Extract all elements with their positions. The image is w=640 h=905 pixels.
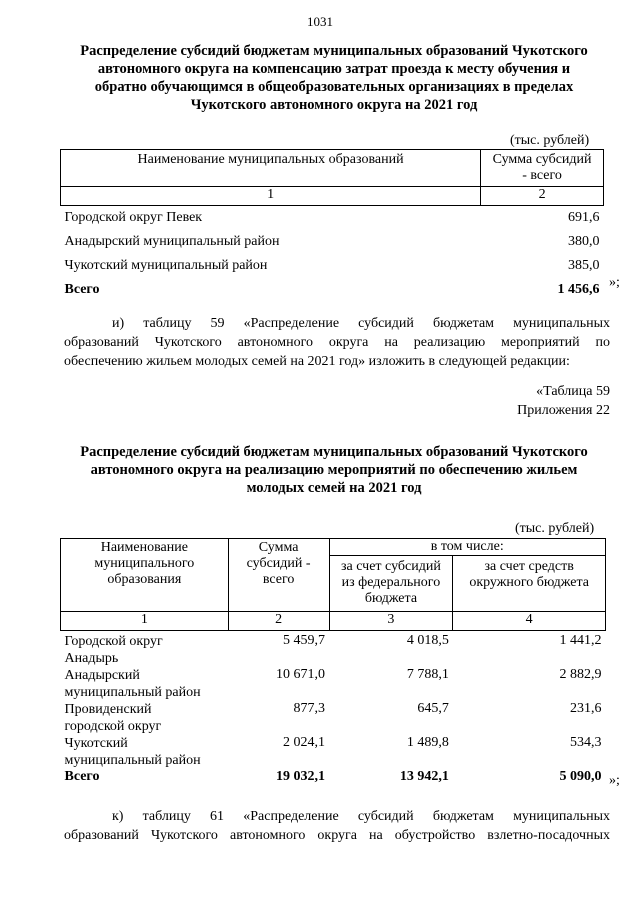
- column-number-row: 1 2 3 4: [61, 612, 606, 631]
- table-row: Городской округ Анадырь 5 459,7 4 018,5 1 441,2: [64, 633, 602, 666]
- table-row: Анадырский муниципальный район 380,0: [64, 234, 600, 249]
- table-reference: «Таблица 59 Приложения 22: [517, 384, 610, 418]
- table-header-row: [61, 150, 604, 187]
- section1-title: Распределение субсидий бюджетам муниципальных образований Чукотского автономного округа на компенсацию затрат проезда к месту обучения и обратно обучающимся в общеобразовательных организациях в пределах Чукотского автономного округа на 2021 год: [80, 43, 588, 113]
- section2-unit: (тыс. рублей): [515, 521, 595, 536]
- header-municipality: Наименование муниципального образования: [61, 539, 229, 612]
- total-row: Всего 1 456,6: [64, 282, 600, 297]
- paragraph-k: к) таблицу 61 «Распределение субсидий бюджетам муниципальных образований Чукотского автономного округа на обустройство взлетно-посадочных: [64, 809, 610, 843]
- table-row: Провиденский городской округ 877,3 645,7 231,6: [64, 701, 602, 734]
- table-row: Анадырский муниципальный район 10 671,0 7 788,1 2 882,9: [64, 667, 602, 700]
- table-row: Чукотский муниципальный район 2 024,1 1 489,8 534,3: [64, 735, 602, 768]
- paragraph-i: и) таблицу 59 «Распределение субсидий бюджетам муниципальных образований Чукотского автономного округа на реализацию мероприятий по обеспечению жильем молодых семей на 2021 год» изложить в следующей редакции:: [64, 316, 610, 369]
- header-district: за счет средств окружного бюджета: [453, 556, 606, 612]
- closing-quote: »;: [609, 275, 620, 290]
- page-number: 1031: [307, 14, 333, 29]
- table-header-row: [61, 539, 606, 556]
- header-total-sum: Сумма субсидий - всего: [228, 539, 329, 612]
- table-row: Городской округ Певек 691,6: [64, 210, 600, 225]
- section2-table: [60, 538, 606, 789]
- section1-unit: (тыс. рублей): [510, 133, 590, 148]
- column-number-row: 1 2: [61, 187, 604, 206]
- table-row: Чукотский муниципальный район 385,0: [64, 258, 600, 273]
- closing-quote: »;: [609, 773, 620, 788]
- header-municipality: Наименование муниципальных образований: [61, 150, 481, 187]
- total-row: Всего 19 032,1 13 942,1 5 090,0: [64, 769, 602, 784]
- section2-title: Распределение субсидий бюджетам муниципальных образований Чукотского автономного округа на реализацию мероприятий по обеспечению жильем молодых семей на 2021 год: [80, 444, 588, 496]
- header-including: в том числе:: [329, 539, 605, 556]
- section1-table: [60, 149, 604, 304]
- header-sum: Сумма субсидий - всего: [481, 150, 604, 187]
- header-federal: за счет субсидий из федерального бюджета: [329, 556, 453, 612]
